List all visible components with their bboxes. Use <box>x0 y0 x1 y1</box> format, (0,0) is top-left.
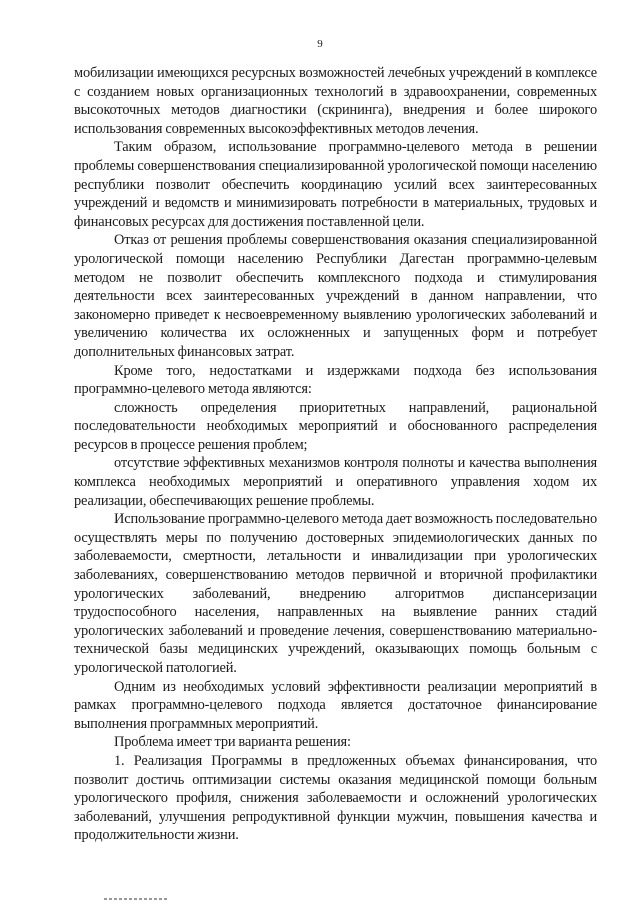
document-body <box>74 64 597 845</box>
paragraph-variant-1: 1. Реализация Программы в предложенных объемах финансирования, что позволит достичь оптимизации системы оказания медицинской помощи больным урологического профиля, снижения заболеваемости и осложнений урологических заболеваний, улучшения репродуктивной функции мужчин, повышения качества и продолжительности жизни. <box>74 752 597 844</box>
paragraph-drawbacks-intro: Кроме того, недостатками и издержками подхода без использования программно-целевого метода являются: <box>74 362 597 398</box>
scan-artifact-mark <box>104 898 168 900</box>
paragraph-drawback-complexity: сложность определения приоритетных направлений, рациональной последовательности необходимых мероприятий и обоснованного распределения ресурсов в процессе решения проблем; <box>74 399 597 453</box>
paragraph-financing: Одним из необходимых условий эффективности реализации мероприятий в рамках программно-целевого подхода является достаточное финансирование выполнения программных мероприятий. <box>74 678 597 732</box>
paragraph-refusal: Отказ от решения проблемы совершенствования оказания специализированной урологической помощи населению Республики Дагестан программно-целевым методом не позволит обеспечить комплексного подхода и стимулирования деятельности всех заинтересованных учреждений в данном направлении, что закономерно приведет к несвоевременному выявлению урологических заболеваний и увеличению количества их осложненных и запущенных форм и потребует дополнительных финансовых затрат. <box>74 232 597 360</box>
paragraph-program-method: Использование программно-целевого метода дает возможность последовательно осуществлять меры по получению достоверных эпидемиологических данных по заболеваемости, смертности, летальности и инвалидизации при урологических заболеваниях, совершенствованию методов первичной и вторичной профилактики урологических заболеваний, внедрению алгоритмов диспансеризации трудоспособного населения, направленных на выявление ранних стадий урологических заболеваний и проведение лечения, совершенствованию материально-технической базы медицинских учреждений, оказывающих помощь больным с урологической патологией. <box>74 511 597 676</box>
paragraph-conclusion: Таким образом, использование программно-целевого метода в решении проблемы совершенствования специализированной урологической помощи населению республики позволит обеспечить координацию усилий всех заинтересованных учреждений и ведомств и минимизировать потребности в материальных, трудовых и финансовых ресурсах для достижения поставленной цели. <box>74 139 597 230</box>
page-number: 9 <box>317 38 323 50</box>
paragraph-three-variants: Проблема имеет три варианта решения: <box>114 734 351 751</box>
paragraph-drawback-control: отсутствие эффективных механизмов контроля полноты и качества выполнения комплекса необходимых мероприятий и оперативного управления ходом их реализации, обеспечивающих решение проблемы. <box>74 455 597 509</box>
paragraph-continuation: мобилизации имеющихся ресурсных возможностей лечебных учреждений в комплексе с созданием новых организационных технологий в здравоохранении, современных высокоточных методов диагностики (скрининга), внедрения и более широкого использования современных высокоэффективных методов лечения. <box>74 65 597 137</box>
